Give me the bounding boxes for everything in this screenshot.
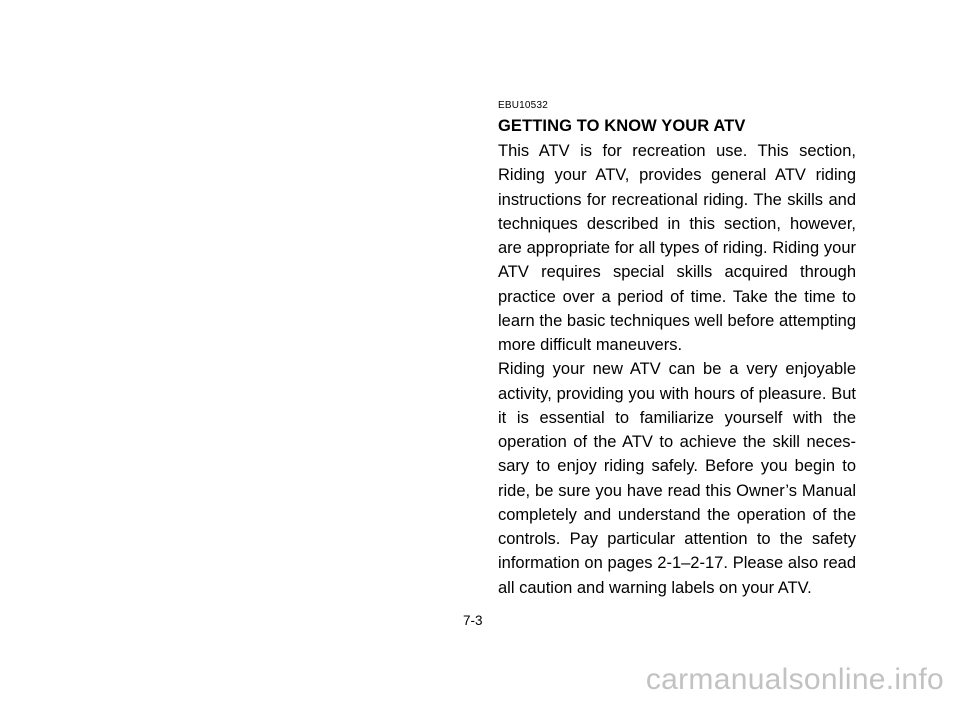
watermark: carmanualsonline.info [645, 663, 944, 696]
body-text [498, 139, 856, 600]
paragraph-1: This ATV is for recreation use. This section, Riding your ATV, provides general ATV riding instructions for recreational riding. The skills and techniques described in this section, however, are appropriate for all types of riding. Riding your ATV requires special skills acquired through practice over a period of time. Take the time to learn the basic techniques well before attempting more difficult maneuvers. [498, 142, 856, 354]
section-heading: GETTING TO KNOW YOUR ATV [498, 117, 746, 135]
paragraph-2: Riding your new ATV can be a very enjoyable activity, providing you with hours of pleasure. But it is essential to familiarize yourself with the operation of the ATV to achieve the skill neces-sary to enjoy riding safely. Before you begin to ride, be sure you have read this Owner’s Manual completely and understand the operation of the controls. Pay particular attention to the safety information on pages 2-1–2-17. Please also read all caution and warning labels on your ATV. [498, 360, 856, 597]
section-code: EBU10532 [498, 100, 548, 111]
page-number: 7-3 [463, 613, 483, 628]
